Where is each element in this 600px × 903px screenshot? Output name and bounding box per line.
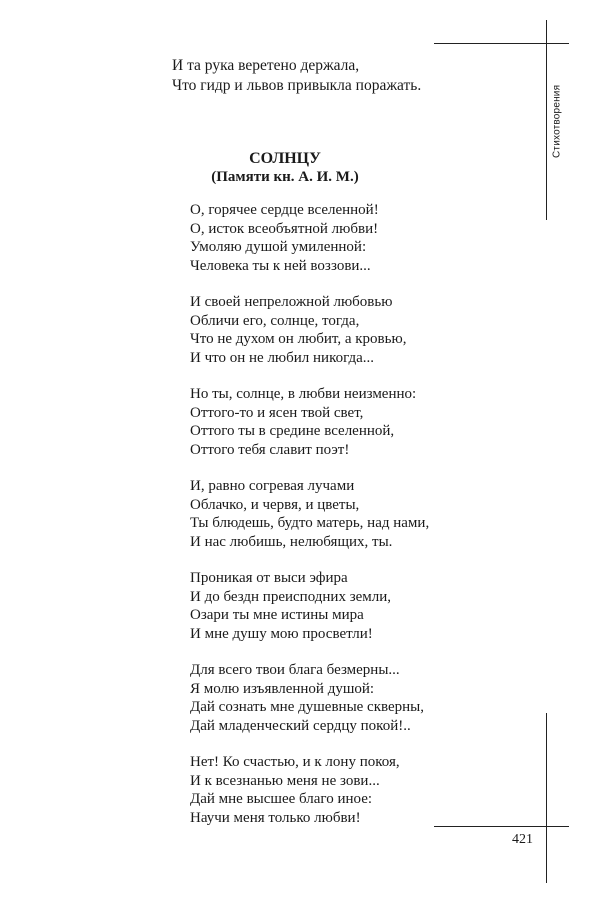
poem-line: Оттого ты в средине вселенной, [190, 423, 395, 439]
fragment-line: И та рука веретено держала, [172, 57, 360, 74]
poem-line: И своей непреложной любовью [190, 294, 393, 310]
poem-line: И мне душу мою просветли! [190, 625, 373, 642]
poem-line: Озари ты мне истины мира [190, 607, 364, 623]
stanza-4 [190, 477, 429, 551]
poem-line: О, горячее сердце вселенной! [190, 202, 379, 218]
poem-line: Дай младенческий сердцу покой!.. [190, 717, 411, 734]
poem-line: Обличи его, солнце, тогда, [190, 312, 360, 329]
poem-line: И, равно согревая лучами [190, 478, 355, 494]
fragment-line: Что гидр и львов привыкла поражать. [172, 76, 422, 94]
poem-subtitle: (Памяти кн. А. И. М.) [211, 169, 359, 185]
poem-line: И нас любишь, нелюбящих, ты. [190, 533, 393, 550]
top-horizontal-rule [434, 43, 569, 44]
poem-line: Оттого-то и ясен твой свет, [190, 404, 364, 421]
poem-line: О, исток всеобъятной любви! [190, 220, 379, 237]
bottom-vertical-rule [546, 713, 547, 883]
bottom-horizontal-rule [434, 826, 569, 827]
stanza-6 [190, 661, 429, 735]
poem-line: Оттого тебя славит поэт! [190, 441, 350, 458]
poem-body [190, 201, 429, 845]
top-vertical-rule [546, 20, 547, 220]
poem-line: Умоляю душой умиленной: [190, 239, 367, 255]
stanza-1 [190, 201, 429, 275]
poem-line: Я молю изъявленной душой: [190, 680, 375, 697]
poem-line: Дай сознать мне душевные скверны, [190, 699, 425, 715]
poem-line: Проникая от выси эфира [190, 570, 348, 586]
section-label: Стихотворения [551, 84, 563, 158]
poem-line: И до бездн преисподних земли, [190, 588, 392, 605]
page-number: 421 [512, 832, 533, 847]
poem-line: Но ты, солнце, в любви неизменно: [190, 386, 417, 402]
poem-line: Человека ты к ней воззови... [190, 257, 371, 274]
poem-line: Нет! Ко счастью, и к лону покоя, [190, 754, 400, 770]
stanza-5 [190, 569, 429, 643]
poem-title: СОЛНЦУ [249, 150, 321, 167]
stanza-7 [190, 753, 429, 827]
stanza-3 [190, 385, 429, 459]
poem-line: Дай мне высшее благо иное: [190, 791, 373, 807]
poem-line: Что не духом он любит, а кровью, [190, 331, 407, 347]
poem-line: И к всезнанью меня не зови... [190, 772, 380, 789]
previous-poem-fragment [172, 56, 421, 95]
poem-line: Облачко, и червя, и цветы, [190, 496, 360, 513]
stanza-2 [190, 293, 429, 367]
poem-line: Ты блюдешь, будто матерь, над нами, [190, 515, 430, 531]
poem-line: Научи меня только любви! [190, 809, 361, 826]
poem-line: Для всего твои блага безмерны... [190, 662, 400, 678]
poem-line: И что он не любил никогда... [190, 349, 375, 366]
